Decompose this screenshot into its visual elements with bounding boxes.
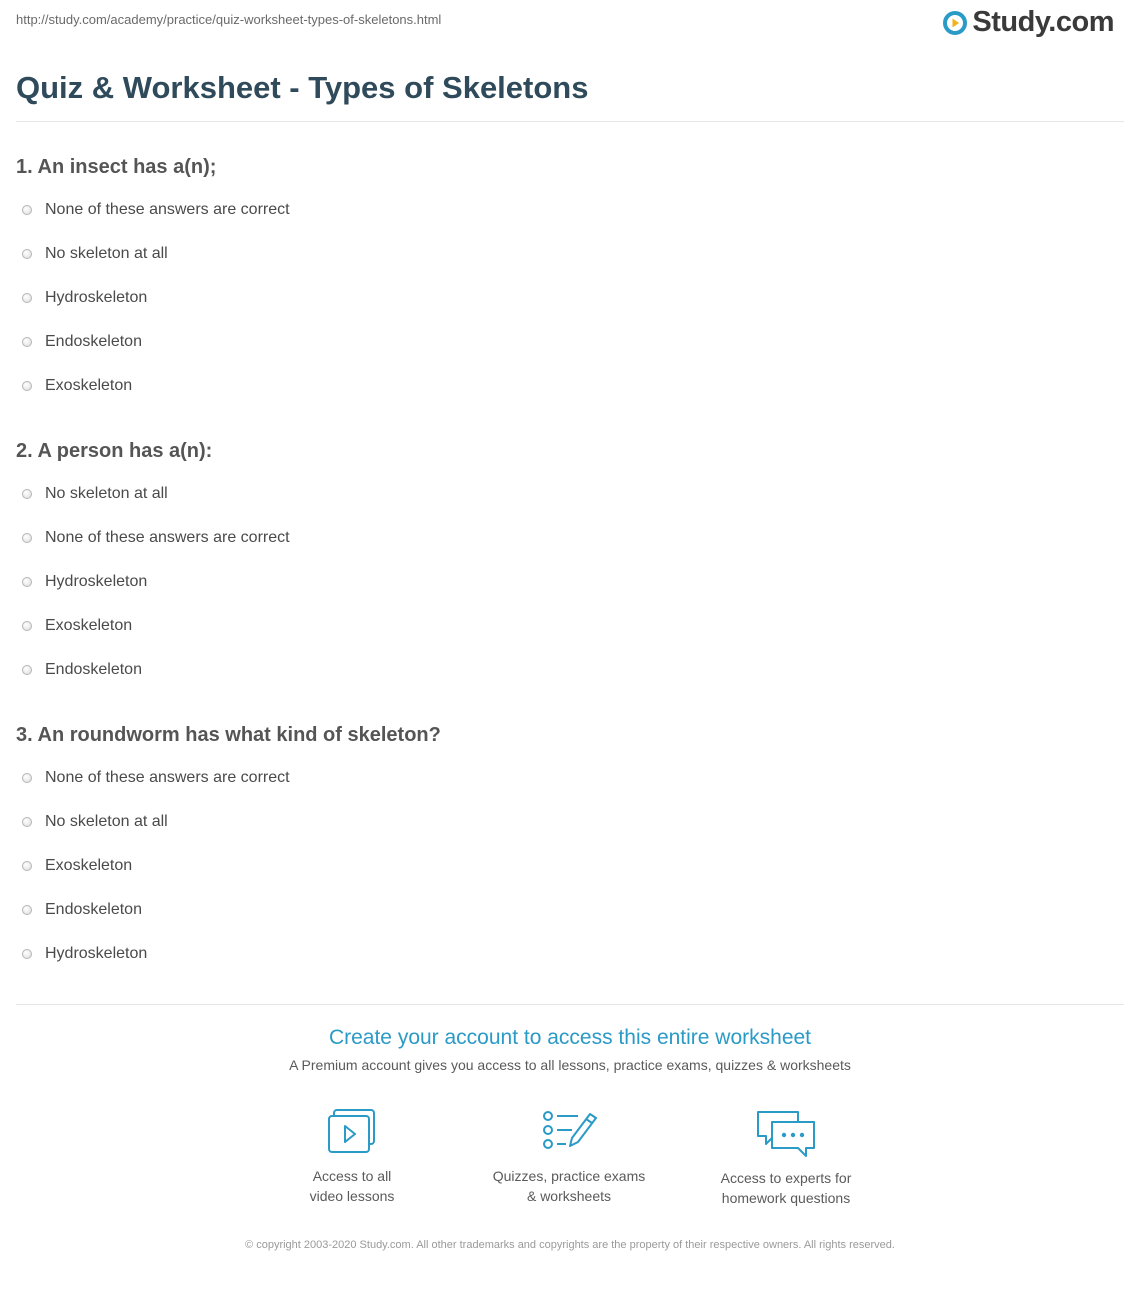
video-lessons-icon bbox=[326, 1108, 378, 1156]
option[interactable] bbox=[22, 812, 168, 832]
premium-description: A Premium account gives you access to all lessons, practice exams, quizzes & worksheets bbox=[289, 1057, 851, 1073]
radio-button[interactable] bbox=[22, 533, 32, 543]
option-label: None of these answers are correct bbox=[45, 529, 290, 546]
option-label: No skeleton at all bbox=[45, 245, 168, 262]
radio-button[interactable] bbox=[22, 665, 32, 675]
radio-button[interactable] bbox=[22, 861, 32, 871]
radio-button[interactable] bbox=[22, 577, 32, 587]
option-label: Endoskeleton bbox=[45, 661, 142, 678]
option-label: Endoskeleton bbox=[45, 901, 142, 918]
question-1: 1. An insect has a(n); bbox=[16, 156, 217, 178]
option-label: None of these answers are correct bbox=[45, 201, 290, 218]
radio-button[interactable] bbox=[22, 949, 32, 959]
radio-button[interactable] bbox=[22, 337, 32, 347]
question-2: 2. A person has a(n): bbox=[16, 440, 213, 462]
copyright-notice: © copyright 2003-2020 Study.com. All other trademarks and copyrights are the property of their respective owners. All rights reserved. bbox=[245, 1239, 895, 1251]
logo-text: Study.com bbox=[972, 6, 1114, 38]
option[interactable] bbox=[22, 856, 132, 876]
feature-experts bbox=[686, 1108, 886, 1208]
option[interactable] bbox=[22, 768, 290, 788]
option-label: Exoskeleton bbox=[45, 617, 133, 634]
option[interactable] bbox=[22, 244, 168, 264]
radio-button[interactable] bbox=[22, 905, 32, 915]
title-divider bbox=[16, 121, 1124, 122]
option[interactable] bbox=[22, 332, 142, 352]
option-label: None of these answers are correct bbox=[45, 769, 290, 786]
option[interactable] bbox=[22, 660, 142, 680]
radio-button[interactable] bbox=[22, 489, 32, 499]
option-label: Exoskeleton bbox=[45, 857, 133, 874]
feature-video-lessons bbox=[252, 1108, 452, 1206]
create-account-link[interactable]: Create your account to access this entire worksheet bbox=[328, 1026, 812, 1049]
radio-button[interactable] bbox=[22, 249, 32, 259]
option-label: No skeleton at all bbox=[45, 485, 168, 502]
feature-label: Access to experts for homework questions bbox=[720, 1170, 852, 1206]
radio-button[interactable] bbox=[22, 621, 32, 631]
option[interactable] bbox=[22, 528, 290, 548]
play-circle-icon bbox=[942, 10, 968, 36]
radio-button[interactable] bbox=[22, 381, 32, 391]
option-label: Hydroskeleton bbox=[45, 289, 148, 306]
option[interactable] bbox=[22, 900, 142, 920]
option[interactable] bbox=[22, 572, 147, 592]
option-label: Hydroskeleton bbox=[45, 945, 148, 962]
option[interactable] bbox=[22, 484, 168, 504]
radio-button[interactable] bbox=[22, 817, 32, 827]
section-divider bbox=[16, 1004, 1124, 1005]
feature-label: Access to all video lessons bbox=[309, 1168, 395, 1204]
option[interactable] bbox=[22, 376, 132, 396]
option[interactable] bbox=[22, 616, 132, 636]
radio-button[interactable] bbox=[22, 773, 32, 783]
study-logo[interactable] bbox=[942, 6, 1114, 39]
option-label: Hydroskeleton bbox=[45, 573, 148, 590]
radio-button[interactable] bbox=[22, 205, 32, 215]
option-label: Endoskeleton bbox=[45, 333, 142, 350]
option-label: No skeleton at all bbox=[45, 813, 168, 830]
page-title: Quiz & Worksheet - Types of Skeletons bbox=[16, 70, 589, 105]
page-url: http://study.com/academy/practice/quiz-worksheet-types-of-skeletons.html bbox=[16, 12, 442, 27]
quiz-checklist-icon bbox=[540, 1108, 598, 1156]
option-label: Exoskeleton bbox=[45, 377, 133, 394]
feature-quizzes bbox=[469, 1108, 669, 1206]
option[interactable] bbox=[22, 288, 147, 308]
radio-button[interactable] bbox=[22, 293, 32, 303]
chat-bubbles-icon bbox=[754, 1108, 818, 1158]
feature-label: Quizzes, practice exams & worksheets bbox=[492, 1168, 646, 1204]
option[interactable] bbox=[22, 944, 147, 964]
question-3: 3. An roundworm has what kind of skeleton? bbox=[16, 724, 441, 746]
option[interactable] bbox=[22, 200, 290, 220]
